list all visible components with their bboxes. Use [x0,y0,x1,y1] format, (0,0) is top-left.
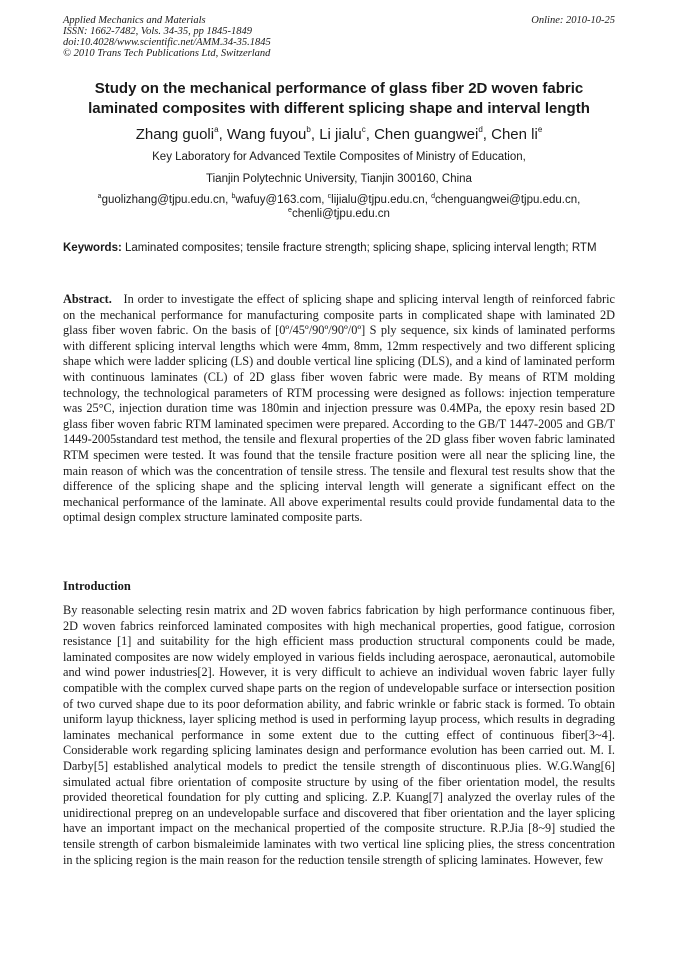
email-address[interactable]: wafuy@163.com [235,194,322,206]
keywords-label: Keywords: [63,242,122,254]
author-name: Chen guangwei [374,126,479,143]
email-sup: b [231,193,236,200]
email-sup: e [288,207,292,214]
email-line-2 [40,207,638,221]
email-address[interactable]: chenli@tjpu.edu.cn [291,208,390,220]
keywords-text: Laminated composites; tensile fracture strength; splicing shape, splicing interval length; RTM [125,242,597,254]
online-date: Online: 2010-10-25 [531,15,615,26]
journal-header [63,15,615,59]
email-list [40,193,638,221]
introduction-text: By reasonable selecting resin matrix and 2D woven fabrics fabrication by high performance continuous fiber, 2D woven fabrics reinforced laminated composites with high mechanical properties, good fatigue, corrosion resistance [1] and suitability for the high efficient mass production structural components could be made, laminated composites are now widely employed in various fields including aerospace, aeronautical, automobile and wind power industries[2]. However, it is very difficult to achieve an individual woven fabric layer fully compatible with the complex curved shape parts on the region of undevelopable surface or intersection position of two curved shape due to its poor deformation ability, and fabric wrinkle or fabric stack is formed. To obtain uniform layup thickness, layer splicing method is used in performing layup process, which results in degrading laminates mechanical performance in some extent due to the cutting effect of continuous fiber[3~4]. Considerable work regarding splicing laminates design and performance evolution has been carried out. M. I. Darby[5] established analytical models to predict the tensile strength of discontinuous plies. W.G.Wang[6] simulated actual fibre orientation of composite structure by using of the fiber orientation model, the results provided theoretical foundation for ply cutting and splicing. Z.P. Kuang[7] analyzed the overlay rules of the unidirectional prepreg on an undevelopable surface and discovered that fiber orientation and the layer splicing have an important impact on the mechanical propertied of the composite structure. R.P.Jia [8~9] studied the tensile strength of carbon bismaleimide laminates with two vertical line splicing plies, the stress concentration in the splicing region is the main reason for the reduction tensile strength of splicing laminates. However, few [63,603,615,867]
introduction-heading: Introduction [63,579,131,593]
author-name: Wang fuyou [226,126,307,143]
journal-name: Applied Mechanics and Materials [63,15,206,26]
affiliation-line-2: Tianjin Polytechnic University, Tianjin 300160, China [206,173,472,185]
affiliation-line-1: Key Laboratory for Advanced Textile Composites of Ministry of Education, [152,151,526,163]
email-sup: d [431,193,435,200]
journal-issn: ISSN: 1662-7482, Vols. 34-35, pp 1845-1849 [63,26,252,37]
keywords-block [63,241,617,255]
author-sup: a [214,125,219,134]
abstract-label: Abstract. [63,292,112,306]
author-sup: d [478,125,483,134]
author-sup: e [537,125,543,134]
email-address[interactable]: chenguangwei@tjpu.edu.cn [434,194,578,206]
email-address[interactable]: lijialu@tjpu.edu.cn [331,194,425,206]
author-name: Chen li [491,126,538,143]
email-sup: a [97,193,102,200]
title-line-2: laminated composites with different splicing shape and interval length [88,100,590,117]
author-name: Li jialu [319,126,362,143]
author-name: Zhang guoli [135,126,215,143]
author-sup: b [306,125,311,134]
journal-doi: doi:10.4028/www.scientific.net/AMM.34-35.1845 [63,37,271,48]
journal-copyright: © 2010 Trans Tech Publications Ltd, Switzerland [63,48,271,59]
abstract-text: In order to investigate the effect of splicing shape and splicing interval length of reinforced fabric on the mechanical performance for manufacturing composite parts in complicated shape with laminated 2D glass fiber woven fabric. On the basis of [0º/45º/90º/90º/0º] S ply sequence, six kinds of laminated performs with different splicing interval lengths which were 4mm, 8mm, 12mm respectively and two different splicing shape which were ladder splicing (LS) and double vertical line splicing (DLS), and a kind of laminated perform with continuous laminates (CL) of 2D glass fiber woven fabric were made. By means of RTM molding technology, the technological parameters of RTM processing were designed as follows: injection temperature was 25°C, injection duration time was 180min and injection pressure was 0.4MPa, the epoxy resin based 2D glass fiber woven fabric RTM laminated specimen were prepared. According to the GB/T 1447-2005 and GB/T 1449-2005standard test method, the tensile and flexural properties of the 2D glass fiber woven fabric laminated RTM specimen were tested. It was found that the tensile fracture position were all near the splicing line, the main reason of which was the concentration of tensile stress. The tensile and flexural test results show that the difference of the splicing shape and the splicing interval length will generate a significant effect on the mechanical performance of the laminate. All above experimental results could provide fundamental data to the optimal design complex structure laminated composite parts. [63,292,615,525]
author-list: Zhang guoli$^a$, Wang fuyou$^b$, Li jialu$^c$, Chen guangwei$^d$, Chen $li^e$ [135,125,543,143]
author-sup: c [361,125,366,134]
abstract-block [63,292,615,526]
email-address[interactable]: guolizhang@tjpu.edu.cn [101,194,226,206]
title-line-1: Study on the mechanical performance of glass fiber 2D woven fabric [94,80,584,97]
email-sup: c [327,193,332,200]
email-line-1: $^a$guolizhang@tjpu.edu.cn, $^b$wafuy@163.com, $^c$lijialu@tjpu.edu.cn, $^d$chenguangwei@tjpu.edu.cn, [97,193,581,206]
paper-title [40,79,638,119]
